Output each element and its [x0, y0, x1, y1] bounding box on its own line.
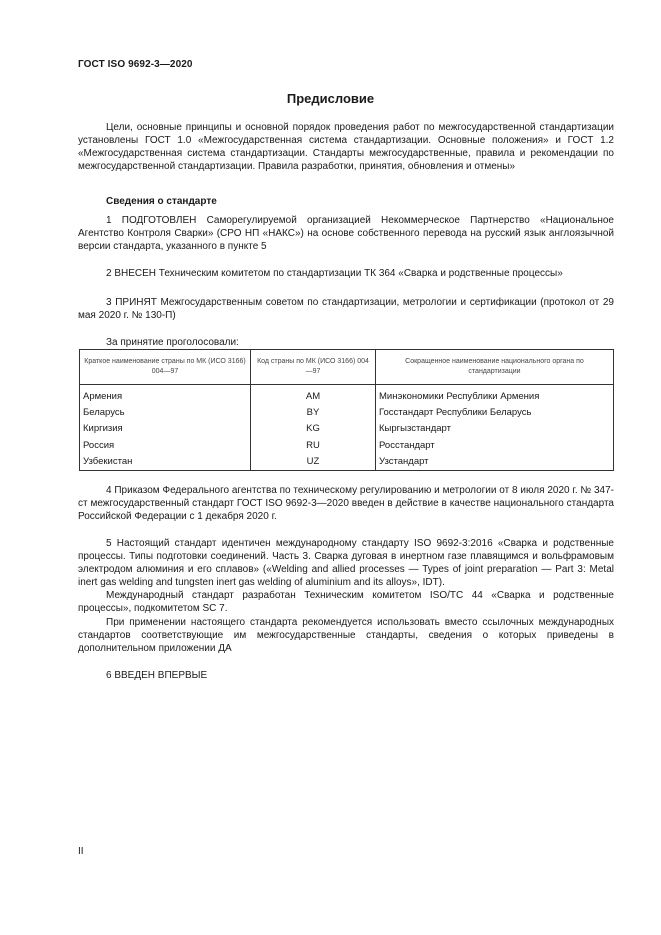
table-header-row — [80, 350, 614, 385]
table-row — [80, 421, 614, 437]
page-number: II — [78, 846, 84, 857]
code-cell: BY — [251, 405, 376, 421]
item-first-time: 6 ВВЕДЕН ВПЕРВЫЕ — [106, 670, 208, 681]
country-cell: Киргизия — [80, 421, 251, 437]
item-references-note: При применении настоящего стандарта рекомендуется использовать вместо ссылочных международных стандартов соответствующие им межгосударственные стандарты, сведения о которых приведены в дополнительном приложении ДА — [78, 617, 614, 655]
column-header-country: Краткое наименование страны по МК (ИСО 3166) 004—97 — [80, 350, 251, 385]
code-cell: UZ — [251, 454, 376, 471]
section-heading: Сведения о стандарте — [106, 196, 217, 207]
country-cell: Узбекистан — [80, 454, 251, 471]
country-cell: Армения — [80, 389, 251, 405]
intro-paragraph: Цели, основные принципы и основной порядок проведения работ по межгосударственной стандартизации установлены ГОСТ 1.0 «Межгосударственная система стандартизации. Основные положения» и ГОСТ 1.2 «Межгосударственная система стандартизации. Стандарты межгосударственные, правила и рекомендации по межгосударственной стандартизации. Правила разработки, принятия, обновления и отмены» — [78, 122, 614, 173]
country-cell: Россия — [80, 437, 251, 453]
column-header-code: Код страны по МК (ИСО 3166) 004—97 — [251, 350, 376, 385]
code-cell: KG — [251, 421, 376, 437]
authority-cell: Госстандарт Республики Беларусь — [376, 405, 614, 421]
item-enacted: 4 Приказом Федерального агентства по техническому регулированию и метрологии от 8 июля 2020 г. № 347-ст межгосударственный стандарт ГОСТ ISO 9692-3—2020 введен в действие в качестве национального стандарта Российской Федерации с 1 декабря 2020 г. — [78, 485, 614, 523]
item-prepared: 1 ПОДГОТОВЛЕН Саморегулируемой организацией Некоммерческое Партнерство «Национальное Агентство Контроля Сварки» (СРО НП «НАКС») на основе собственного перевода на русский язык англоязычной версии стандарта, указанного в пункте 5 — [78, 215, 614, 253]
country-cell: Беларусь — [80, 405, 251, 421]
code-cell: RU — [251, 437, 376, 453]
section-title: Предисловие — [286, 91, 375, 106]
table-row — [80, 389, 614, 405]
table-row — [80, 437, 614, 453]
vote-caption: За принятие проголосовали: — [106, 337, 239, 348]
column-header-authority: Сокращенное наименование национального органа по стандартизации — [376, 350, 614, 385]
item-introduced: 2 ВНЕСЕН Техническим комитетом по стандартизации ТК 364 «Сварка и родственные процессы» — [106, 268, 563, 279]
item-adopted: 3 ПРИНЯТ Межгосударственным советом по стандартизации, метрологии и сертификации (протокол от 29 мая 2020 г. № 130-П) — [78, 297, 614, 322]
authority-cell: Росстандарт — [376, 437, 614, 453]
vote-table — [79, 349, 614, 471]
authority-cell: Кыргызстандарт — [376, 421, 614, 437]
item-developed-by: Международный стандарт разработан Техническим комитетом ISO/TC 44 «Сварка и родственные процессы», подкомитетом SC 7. — [78, 590, 614, 615]
item-identical: 5 Настоящий стандарт идентичен международному стандарту ISO 9692-3:2016 «Сварка и родственные процессы. Типы подготовки соединений. Часть 3. Сварка дуговая в инертном газе плавящимся и вольфрамовым электродом алюминия и его сплавов» («Welding and allied processes — Types of joint preparation — Part 3: Metal inert gas welding and tungsten inert gas welding of aluminium and its alloys», IDT). — [78, 538, 614, 589]
code-cell: AM — [251, 389, 376, 405]
authority-cell: Узстандарт — [376, 454, 614, 471]
table-row — [80, 454, 614, 471]
authority-cell: Минэкономики Республики Армения — [376, 389, 614, 405]
document-code-header: ГОСТ ISO 9692-3—2020 — [78, 59, 193, 70]
table-row — [80, 405, 614, 421]
